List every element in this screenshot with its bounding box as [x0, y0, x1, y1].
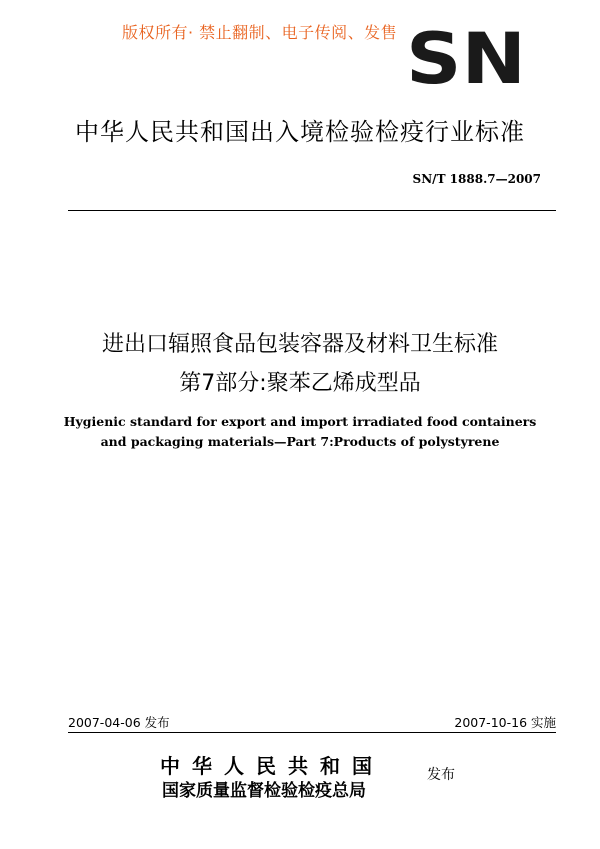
publisher-country: 中华人民共和国	[160, 754, 384, 778]
publish-label: 发布	[427, 767, 455, 783]
bottom-divider	[68, 732, 556, 733]
title-english-line-1: Hygienic standard for export and import irradiated food containers	[63, 414, 537, 429]
issue-date: 2007-04-06 发布	[68, 715, 170, 730]
title-english-line-2: and packaging materials—Part 7:Products of polystyrene	[100, 434, 500, 449]
sn-logo	[405, 28, 527, 86]
sn-logo-text: SN	[406, 28, 526, 86]
watermark-text: 版权所有· 禁止翻制、电子传阅、发售	[122, 23, 398, 42]
publisher-agency: 国家质量监督检验检疫总局	[162, 781, 366, 801]
top-divider	[68, 210, 556, 211]
industry-standard-title: 中华人民共和国出入境检验检疫行业标准	[75, 118, 525, 146]
standard-number: SN/T 1888.7—2007	[412, 172, 541, 186]
title-chinese-line-2: 第7部分:聚苯乙烯成型品	[179, 371, 421, 396]
implementation-date: 2007-10-16 实施	[454, 715, 556, 730]
title-chinese-line-1: 进出口辐照食品包装容器及材料卫生标准	[101, 332, 498, 357]
